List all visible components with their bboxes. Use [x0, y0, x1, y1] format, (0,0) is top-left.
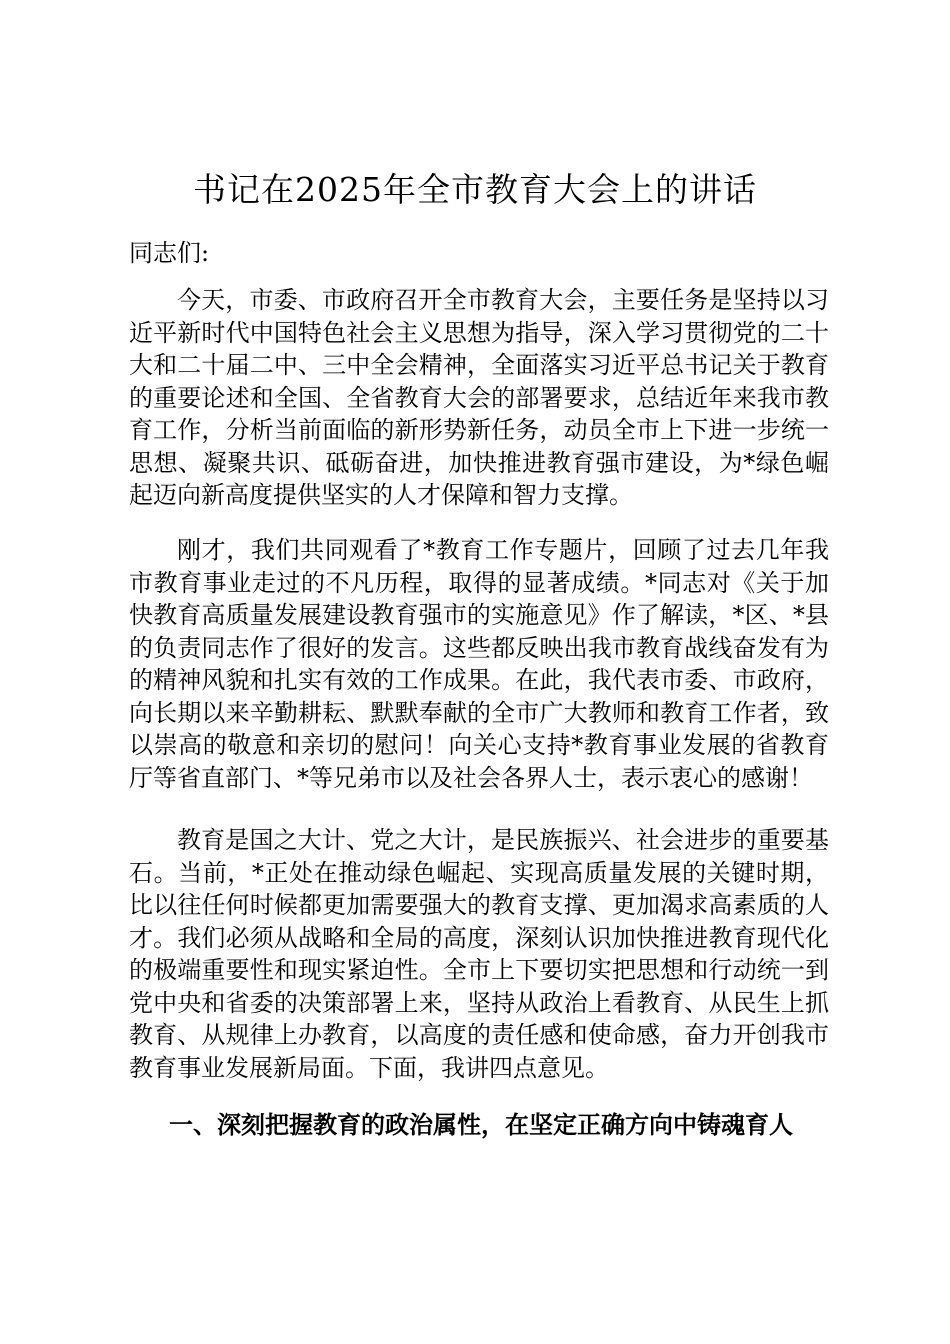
- salutation: 同志们:: [129, 239, 210, 267]
- paragraph-significance: 教育是国之大计、党之大计，是民族振兴、社会进步的重要基石。当前，*正处在推动绿色崛起、实现高质量发展的关键时期，比以往任何时候都更加需要强大的教育支撑、更加渴求高素质的人才。我们必须从战略和全局的高度，深刻认识加快推进教育现代化的极端重要性和现实紧迫性。全市上下要切实把思想和行动统一到党中央和省委的决策部署上来，坚持从政治上看教育、从民生上抓教育、从规律上办教育，以高度的责任感和使命感，奋力开创我市教育事业发展新局面。下面，我讲四点意见。: [129, 826, 829, 1082]
- section-heading-1: 一、深刻把握教育的政治属性，在坚定正确方向中铸魂育人: [169, 1110, 793, 1139]
- paragraph-review: 刚才，我们共同观看了*教育工作专题片，回顾了过去几年我市教育事业走过的不凡历程，取得的显著成绩。*同志对《关于加快教育高质量发展建设教育强市的实施意见》作了解读，*区、*县的负责同志作了很好的发言。这些都反映出我市教育战线奋发有为的精神风貌和扎实有效的工作成果。在此，我代表市委、市政府，向长期以来辛勤耕耘、默默奉献的全市广大教师和教育工作者，致以崇高的敬意和亲切的慰问！向关心支持*教育事业发展的省教育厅等省直部门、*等兄弟市以及社会各界人士，表示衷心的感谢！: [129, 536, 829, 792]
- paragraph-opening: 今天，市委、市政府召开全市教育大会，主要任务是坚持以习近平新时代中国特色社会主义思想为指导，深入学习贯彻党的二十大和二十届二中、三中全会精神，全面落实习近平总书记关于教育的重要论述和全国、全省教育大会的部署要求，总结近年来我市教育工作，分析当前面临的新形势新任务，动员全市上下进一步统一思想、凝聚共识、砥砺奋进，加快推进教育强市建设，为*绿色崛起迈向新高度提供坚实的人才保障和智力支撑。: [129, 286, 829, 509]
- document-title: 书记在2025年全市教育大会上的讲话: [193, 170, 757, 209]
